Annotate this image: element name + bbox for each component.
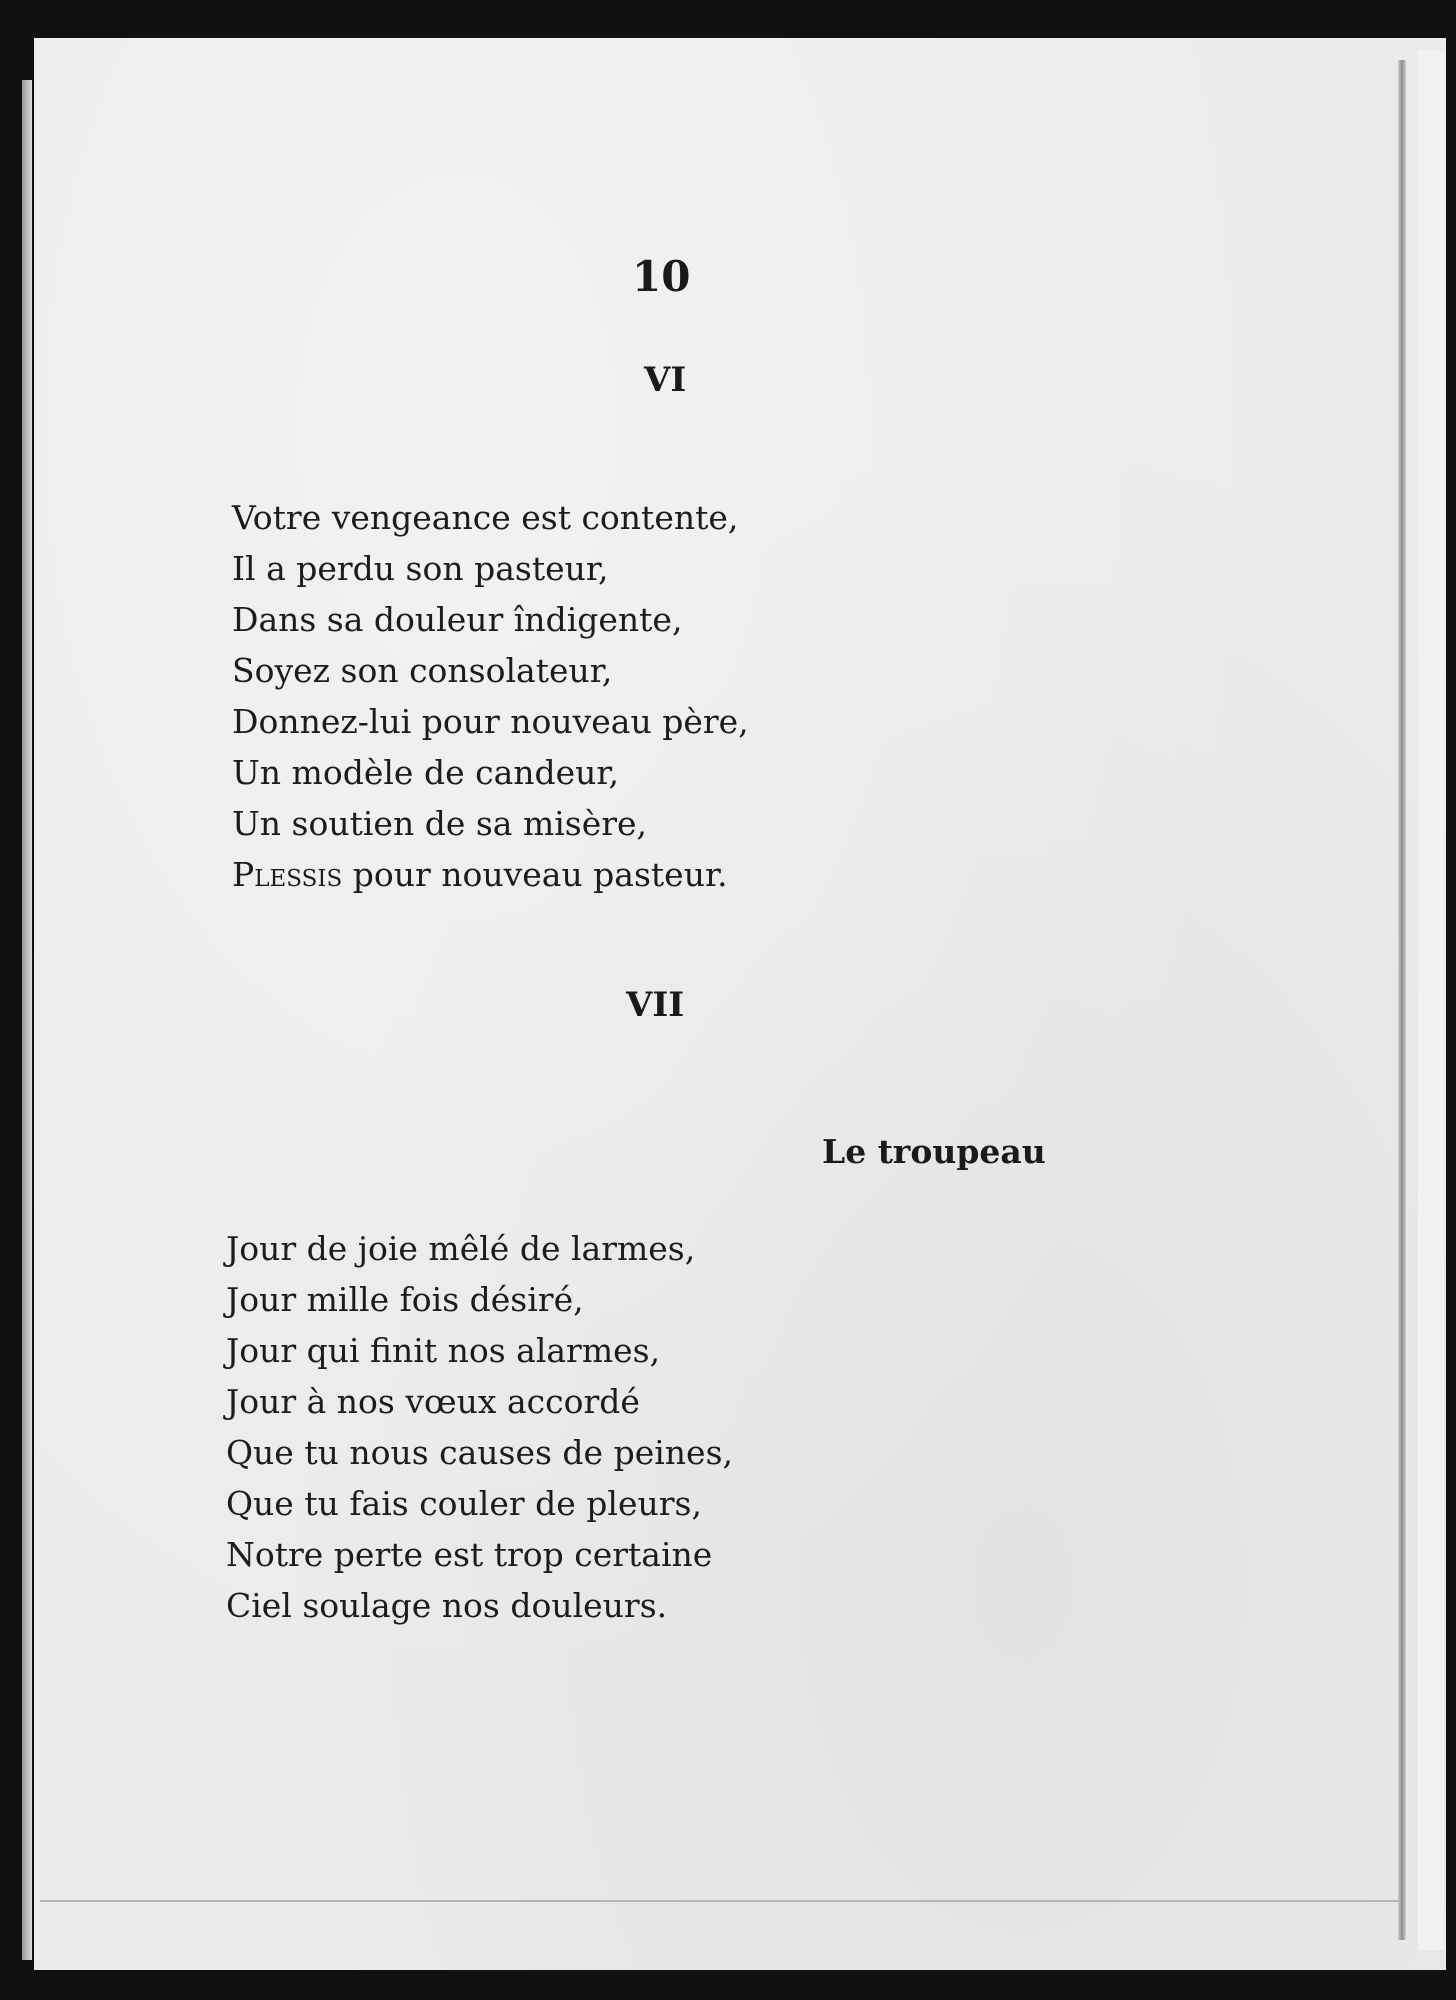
section-heading-vi: VI bbox=[644, 360, 687, 400]
verse-line: Jour qui finit nos alarmes, bbox=[226, 1331, 661, 1370]
page-right-margin bbox=[1418, 50, 1444, 1950]
verse-line: Votre vengeance est contente, bbox=[232, 498, 739, 537]
page-left-edge-shadow bbox=[22, 80, 32, 1960]
verse-line: Soyez son consolateur, bbox=[232, 651, 613, 690]
name-plessis: Plessis bbox=[232, 855, 343, 894]
page-binding-fold bbox=[1398, 60, 1406, 1940]
stanza-vi bbox=[232, 492, 749, 900]
verse-line: Notre perte est trop certaine bbox=[226, 1535, 713, 1574]
verse-line: Que tu fais couler de pleurs, bbox=[226, 1484, 702, 1523]
speaker-label: Le troupeau bbox=[822, 1132, 1046, 1171]
verse-line bbox=[232, 849, 749, 900]
verse-line: Que tu nous causes de peines, bbox=[226, 1433, 733, 1472]
section-heading-vii: VII bbox=[626, 985, 685, 1025]
page-number: 10 bbox=[632, 252, 691, 301]
page-bottom-edge bbox=[40, 1900, 1400, 1902]
verse-line: Un soutien de sa misère, bbox=[232, 804, 648, 843]
verse-line: Jour à nos vœux accordé bbox=[226, 1382, 640, 1421]
verse-line: Donnez-lui pour nouveau père, bbox=[232, 702, 749, 741]
stanza-vii bbox=[226, 1223, 733, 1631]
verse-line: Un modèle de candeur, bbox=[232, 753, 620, 792]
verse-line-rest: pour nouveau pasteur. bbox=[342, 855, 728, 894]
verse-line: Jour de joie mêlé de larmes, bbox=[226, 1229, 696, 1268]
verse-line: Jour mille fois désiré, bbox=[226, 1280, 584, 1319]
verse-line: Dans sa douleur îndigente, bbox=[232, 600, 683, 639]
verse-line: Il a perdu son pasteur, bbox=[232, 549, 609, 588]
verse-line: Ciel soulage nos douleurs. bbox=[226, 1586, 668, 1625]
book-page bbox=[34, 38, 1446, 1970]
